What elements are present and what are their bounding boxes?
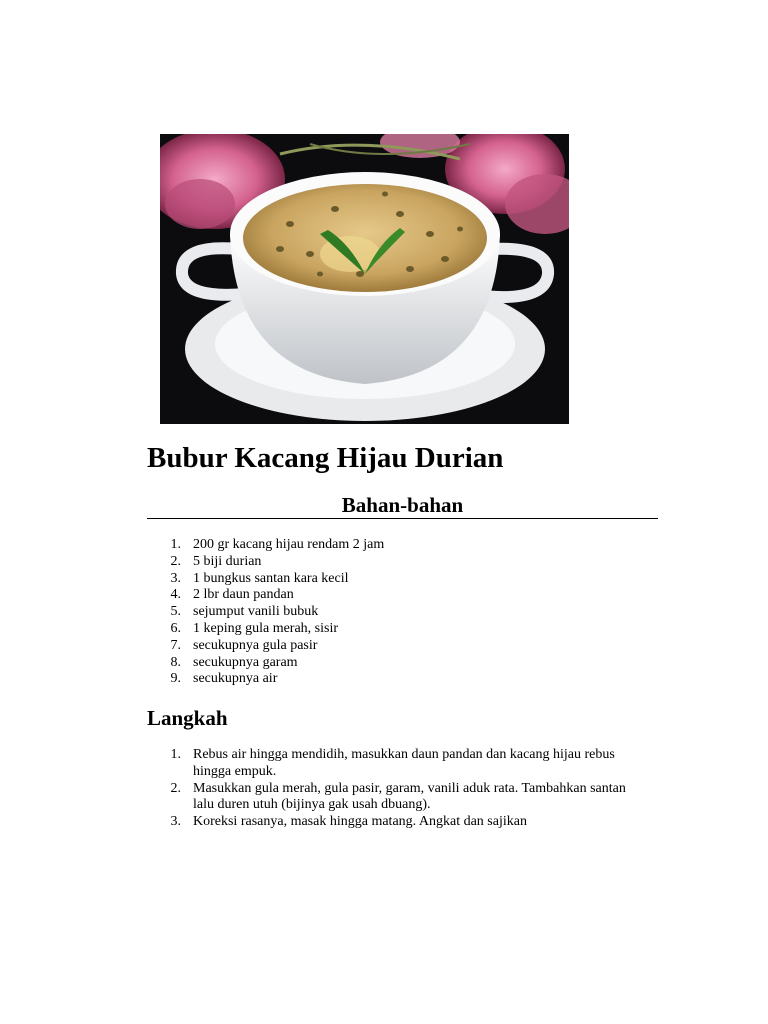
ingredient-text: secukupnya gula pasir <box>193 637 318 653</box>
list-number: 1. <box>170 747 181 762</box>
list-item <box>147 747 643 781</box>
list-item <box>147 621 658 638</box>
ingredient-text: secukupnya garam <box>193 654 298 670</box>
list-item <box>147 537 658 554</box>
list-item <box>147 587 658 604</box>
list-item <box>147 671 658 688</box>
list-number: 7. <box>170 637 181 653</box>
ingredient-text: 2 lbr daun pandan <box>193 587 294 603</box>
list-number: 6. <box>170 620 181 636</box>
list-number: 2. <box>170 553 181 569</box>
ingredient-text: 5 biji durian <box>193 553 262 569</box>
list-number: 8. <box>170 654 181 670</box>
list-number: 4. <box>170 587 181 603</box>
ingredient-text: sejumput vanili bubuk <box>193 604 319 620</box>
list-item <box>147 604 658 621</box>
recipe-title: Bubur Kacang Hijau Durian <box>147 442 504 474</box>
list-item <box>147 781 643 815</box>
list-item <box>147 814 643 831</box>
step-text: Masukkan gula merah, gula pasir, garam, vanili aduk rata. Tambahkan santan lalu duren utuh (bijinya gak usah dbuang). <box>193 780 626 813</box>
list-number: 1. <box>170 537 181 552</box>
ingredient-text: 1 keping gula merah, sisir <box>193 620 339 636</box>
list-number: 3. <box>170 814 181 830</box>
list-item <box>147 554 658 571</box>
steps-heading: Langkah <box>147 706 228 730</box>
list-item <box>147 655 658 672</box>
heading-divider <box>147 518 658 519</box>
list-item <box>147 638 658 655</box>
ingredient-text: 200 gr kacang hijau rendam 2 jam <box>193 537 385 552</box>
recipe-photo <box>160 134 569 424</box>
list-number: 2. <box>170 780 181 796</box>
ingredients-list <box>147 537 658 688</box>
step-text: Koreksi rasanya, masak hingga matang. Angkat dan sajikan <box>193 814 527 830</box>
ingredient-text: secukupnya air <box>193 671 278 687</box>
list-number: 5. <box>170 604 181 620</box>
step-text: Rebus air hingga mendidih, masukkan daun pandan dan kacang hijau rebus hingga empuk. <box>193 747 615 779</box>
list-number: 9. <box>170 671 181 687</box>
ingredient-text: 1 bungkus santan kara kecil <box>193 570 349 586</box>
ingredients-heading: Bahan-bahan <box>341 493 464 517</box>
list-item <box>147 571 658 588</box>
list-number: 3. <box>170 570 181 586</box>
steps-list <box>147 747 643 831</box>
